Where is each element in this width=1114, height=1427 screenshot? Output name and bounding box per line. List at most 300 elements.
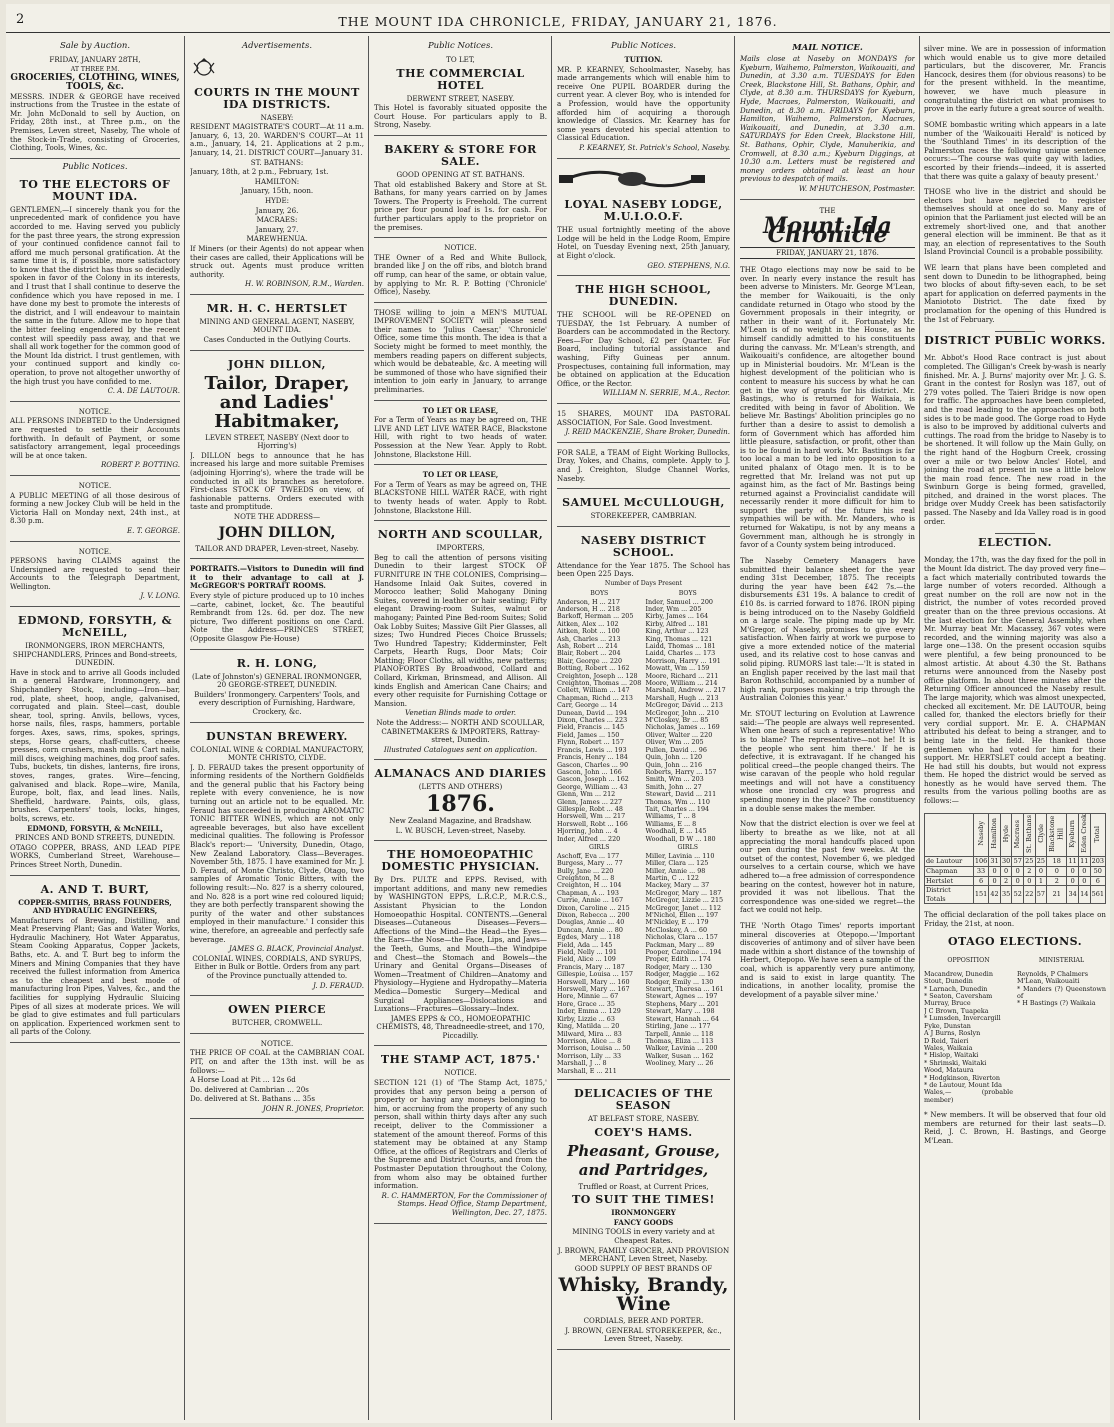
attendance-entry: Hore, Grace ... 35	[557, 999, 615, 1008]
ad-title: TUITION.	[624, 55, 663, 64]
poll-row	[925, 886, 1106, 904]
attendance-entry: Thomas, Eliza ... 113	[645, 1036, 714, 1045]
poll-cell: 0	[989, 866, 1001, 876]
otago-elections	[924, 951, 1106, 1104]
poll-cell: 0	[1012, 866, 1024, 876]
ad-headline: Pheasant, Grouse, and Partridges,	[567, 1141, 720, 1179]
attendance-list	[646, 853, 731, 1068]
paper-date: FRIDAY, JANUARY 21, 1876.	[740, 247, 915, 260]
ad-text: By Drs. PULTE and EPPS. Revised, with important additions, and many new remedies by WASHINGTON EPPS, L.R.C.P., M.R.C.S., Assistant Physician to the London Homoeopathic Hospital. CONTENTS.—General Diseases—Cutaneous Diseases—Fevers—Affections of the Mind—the Head—the Eyes—the Ears—the Nose—the Face, Lips, and Jaws—the Teeth, Gums, and Mouth—the Windpipe and Chest—the Stomach and Bowels—the Urinary and Genital Organs—Diseases of Women—Treatment of Children—Anatomy and Physiology—Hygiene and Hydropathy—Materia Medica—Domestic Surgery—Medical and Surgical Appliances—Dislocations and Luxations—Fractures—Glossary—Index.	[374, 875, 547, 1014]
attendance-entry: Wooliney, Mary ... 26	[645, 1059, 714, 1068]
attendance-entry: M'Nickley, E ... 179	[645, 918, 709, 927]
attendance-group-heading: BOYS	[590, 589, 609, 597]
editorial-text: Now that the district election is over we feel at liberty to breathe as we like, not at all appreciating the moral handcuffs placed upon our pen during the past few weeks. At the outset of the contest, November 6, we pledged ourselves to a certain course, which we have adhered to—a free admission of correspondence bearing on the contest, however hot in nature, provided it was not libellous. That the correspondence was one-sided we regret—the fact we could not help.	[740, 819, 915, 915]
column-1	[10, 38, 180, 1418]
section-heading: Advertisements.	[241, 41, 313, 51]
attendance-group-heading: GIRLS	[589, 843, 610, 851]
attendance-entry: Rodger, Emily ... 130	[645, 977, 714, 986]
auction-text: MESSRS. INDER & GEORGE have received instructions from the Trustee in the estate of Mr. John McDonald to sell by Auction, on Friday, 28th inst., at Three p.m., on the Premises, Leven street, Naseby, The whole of the Stock-in-Trade, consisting of Groceries, Clothing, Tools, Wines, &c.	[10, 91, 180, 153]
court-location: HAMILTON:	[254, 176, 300, 186]
page-number: 2	[16, 12, 25, 27]
attendance-entry: Aschoff, Eva ... 177	[557, 851, 620, 860]
attendance-entry: Miller, Annie ... 98	[645, 866, 706, 875]
attendance-entry: Laidd, Charles ... 173	[645, 649, 716, 658]
attendance-entry: Inder, Samuel ... 200	[645, 597, 713, 606]
attendance-entry: Aitken, Alex ... 102	[557, 619, 619, 628]
candidate-entry: * Seaton, Caversham	[924, 992, 993, 1001]
belfast-store-ad	[557, 1083, 730, 1350]
poll-cell: 25	[1025, 857, 1034, 866]
attendance-entry: Woodhall, E ... 145	[645, 827, 707, 836]
ad-title: LOYAL NASEBY LODGE, M.U.I.O.O.F.	[564, 198, 723, 224]
ad-title: EDMOND, FORSYTH, & McNEILL,	[27, 823, 163, 833]
column-rule	[368, 36, 369, 1420]
scoullar-ad	[374, 524, 547, 760]
ad-title: TO LET OR LEASE,	[422, 405, 499, 415]
attendance-entry: Field, Ada ... 145	[557, 940, 613, 949]
candidate-entry: A J Burns, Roslyn	[924, 1029, 981, 1038]
poll-column-header: Total	[1090, 813, 1105, 857]
ad-signature: J. D. FERAUD.	[313, 980, 364, 990]
ad-title: ALMANACS AND DIARIES	[374, 767, 547, 781]
attendance-entry: Woodhall, D W ... 180	[645, 834, 716, 843]
courts-ad	[190, 53, 364, 295]
attendance-entry: Gillespie, Louisa ... 157	[557, 970, 633, 979]
long-ad	[190, 653, 364, 723]
ad-text: THE Owner of a Red and White Bullock, branded like J on the off ribs, and blotch brand off rump, can hear of the same, or obtain value, by applying to Mr. R. P. Botting ('Chronicle' Office), Naseby.	[374, 252, 547, 297]
court-dates: January, 15th, noon.	[240, 186, 314, 196]
poll-cell: 1	[1035, 876, 1047, 886]
auction-goods: GROCERIES, CLOTHING, WINES, TOOLS, &c.	[10, 73, 180, 92]
attendance-entry: Milward, Mira ... 83	[557, 1029, 622, 1038]
attendance-entry: Williams, T ... 8	[645, 812, 696, 821]
attendance-entry: Quin, John ... 216	[645, 760, 703, 769]
tuition-ad	[557, 53, 730, 159]
ad-note: Illustrated Catalogues sent on application.	[383, 744, 538, 754]
meeting-notice	[10, 479, 180, 542]
ad-signature: JAMES G. BLACK, Provincial Analyst.	[229, 944, 364, 954]
ad-title: TO LET OR LEASE,	[422, 470, 499, 480]
attendance-entry: McCloskey, A ... 60	[645, 925, 708, 934]
poll-candidate: District Totals	[925, 886, 974, 904]
ad-text: J. D. FERAUD takes the present opportunity of informing residents of the Northern Goldfields and the general public that his Factory being replete with every convenience, he is now turning out an article not to be equalled. Mr. Feraud has succeeded in producing AROMATIC TONIC BITTER WINES, which are not only agreeable beverages, but also have excellent medicinal qualities. The following is Professor Black's report:— 'University, Dunedin, Otago, New Zealand Laboratory. Class—Beverages. November 5th, 1875. I have examined for Mr. J. D. Feraud, of Monte Christo, Clyde, Otago, two samples of Aromatic Tonic Bitters, with the following result:—No. 827 is a sherry coloured, and No. 828 is a port wine red coloured liquid; they are both perfectly transparent showing the purity of the water and other substances employed in their manufacture.' I consider this wine, therefore, an agreeable and perfectly safe beverage.	[190, 762, 364, 944]
candidate-entry: Wood, Mataura	[924, 1066, 974, 1075]
candidate-list	[924, 971, 1013, 1104]
attendance-entry: Carr, George ... 14	[557, 701, 618, 710]
poll-cell: 35	[1000, 886, 1012, 904]
masthead: THE MOUNT IDA CHRONICLE, FRIDAY, JANUARY 21, 1876.	[338, 14, 778, 29]
attendance-entry: Horswell, Wm ... 217	[557, 812, 626, 821]
attendance-entry: Packman, Mary ... 89	[645, 940, 715, 949]
attendance-entry: Dixon, Charles ... 223	[557, 716, 628, 725]
ad-subtitle: COLONIAL WINE & CORDIAL MANUFACTORY, MONTE CHRISTO, CLYDE.	[190, 744, 364, 763]
ad-subtitle: BUTCHER, CROMWELL.	[231, 1018, 323, 1028]
candidate-entry: M'Lean, Waikouaiti	[1017, 977, 1080, 986]
notice-title: TO THE ELECTORS OF MOUNT IDA.	[19, 177, 171, 203]
mccullough-ad	[557, 492, 730, 527]
paper-title: Mount Ida Chronicle	[763, 213, 892, 248]
court-signature: H. W. ROBINSON, R.M., Warden.	[244, 279, 364, 289]
poll-cell: 57	[1035, 886, 1047, 904]
ad-subtitle: STOREKEEPER, CAMBRIAN.	[590, 511, 697, 521]
attendance-entry: Field, Francis ... 145	[557, 723, 625, 732]
poll-cell: 50	[1090, 866, 1105, 876]
court-dates: January, 18th, at 2 p.m., February, 1st.	[190, 167, 329, 177]
notice-text: GENTLEMEN,—I sincerely thank you for the unprecedented mark of confidence you have accorded to me. Having served you publicly for the past three years, the strong expression of your continued confidence cannot fail to afford me much personal gratification. At the same time it is, if possible, more satisfactory to know that the district has thus so decidedly spoken in favor of the Colony in its interests, and I trust that I shall continue to deserve the confidence which you have reposed in me. I have done my best to promote the interests of the district, and I will endeavour to maintain the same in the future. Allow me to hope that the bitter feeling engendered by the recent contest will speedily pass away, and that we shall all work together for the common good of the Mount Ida district. I trust gentlemen, with your continued support and kindly co-operation, to prove not altogether unworthy of the high trust you have confided to me.	[10, 204, 180, 386]
column-rule	[734, 36, 735, 1420]
section-heading: Public Notices.	[610, 41, 677, 51]
attendance-entry: Morrison, Alice ... 8	[557, 1036, 622, 1045]
ad-text: COLONIAL WINES, CORDIALS, AND SYRUPS, Either in Bulk or Bottle. Orders from any part of the Province punctually attended to.	[192, 953, 362, 980]
poll-cell: 0	[1024, 876, 1036, 886]
editorial-text: THE 'North Otago Times' reports important mineral discoveries at Otepopo.—'Important discoveries of antimony and of silver have been made within a short distance of the township of Herbert, Otepopo. We have seen a sample of the coal, which is apparently very pure antimony, and is said to exist in large quantity. The indications, in another locality, promise the development of a payable silver mine.'	[740, 920, 915, 999]
royal-crest-icon	[190, 57, 218, 79]
coal-ad	[190, 1037, 364, 1120]
ad-title: SAMUEL McCULLOUGH,	[562, 496, 725, 510]
attendance-entry: Walker, Susan ... 162	[645, 1051, 714, 1060]
ad-title: COURTS IN THE MOUNT IDA DISTRICTS.	[194, 85, 360, 111]
poll-cell: 0	[989, 876, 1001, 886]
attendance-entry: McGregor, Janet ... 112	[645, 903, 722, 912]
poll-cell: 22	[1024, 886, 1036, 904]
edmond-forsyth-ad	[10, 610, 180, 875]
court-location: HYDE:	[264, 195, 290, 205]
poll-results-table	[924, 813, 1106, 905]
ad-title: THE HOMOEOPATHIC DOMESTIC PHYSICIAN.	[381, 848, 540, 874]
attendance-entry: Duncan, Annie ... 80	[557, 925, 623, 934]
lease-ad	[374, 404, 547, 466]
attendance-entry: Inder, Alfred ... 220	[557, 834, 621, 843]
poll-cell: 0	[1067, 876, 1079, 886]
ad-note: NOTE THE ADDRESS—	[233, 512, 321, 521]
ad-headline: Tailor, Draper, and Ladies' Habitmaker,	[204, 372, 350, 432]
ad-title: PORTRAITS.—Visitors to Dunedin will find it to their advantage to call at J. McGREGOR'S PORTRAIT ROOMS.	[190, 564, 364, 591]
notice-text: ALL PERSONS INDEBTED to the Undersigned are requested to settle their Accounts forthwith. In default of Payment, or some satisfactory arrangement, legal proceedings will be at once taken.	[10, 416, 180, 460]
portraits-ad	[190, 562, 364, 649]
ad-text: J. DILLON begs to announce that he has increased his large and more suitable Premises (adjoining Hjorring's), where the trade will be conducted in all its branches as heretofore. First-class STOCK OF TWEEDS on view, of fashionable patterns. Orders executed with taste and promptitude.	[190, 450, 364, 512]
poll-cell: 11	[1068, 857, 1077, 866]
attendance-entry: Douglas, Annie ... 40	[557, 918, 625, 927]
attendance-entry: Creighton, H ... 104	[557, 881, 622, 890]
ad-text: THOSE willing to join a MEN'S MUTUAL IMPROVEMENT SOCIETY will please send their names to 'Julius Caesar,' 'Chronicle' Office, some time this month. The idea is that a Society might be formed to meet monthly, the members reading papers on different subjects, which would be debateable, &c. A meeting will be summoned of those who have signified their intention to join early in January, to arrange preliminaries.	[374, 307, 547, 395]
attendance-entry: Chapman, A ... 193	[557, 888, 619, 897]
attendance-list-right	[646, 589, 731, 1075]
ad-title: THE COMMERCIAL HOTEL	[396, 66, 525, 92]
ad-title: NASEBY DISTRICT SCHOOL.	[580, 533, 707, 559]
column-rule	[919, 36, 920, 1420]
poll-cell: 18	[1047, 857, 1067, 867]
poll-cell: 0	[1078, 876, 1090, 886]
almanac-year: 1876.	[426, 791, 495, 817]
mail-notice	[740, 38, 915, 200]
poll-candidate: Chapman	[925, 866, 974, 876]
ad-signature: R. C. HAMMERTON, For the Commissioner of Stamps. Head Office, Stamp Department, Wellington, Dec. 27, 1875.	[381, 1190, 547, 1217]
candidate-entry: Macandrew, Dunedin	[924, 969, 993, 978]
attendance-entry: Anderson, H ... 217	[557, 597, 620, 606]
attendance-entry: Glenn, James ... 227	[557, 797, 623, 806]
attendance-entry: King, Matilda ... 20	[557, 1022, 620, 1031]
attendance-entry: Field, Alice ... 109	[557, 955, 616, 964]
attendance-entry: Miller, Lavinia ... 110	[645, 851, 715, 860]
notice-signature: C. A. DE LAUTOUR.	[107, 386, 180, 396]
attendance-group-heading: GIRLS	[677, 843, 698, 851]
lodge-notice	[557, 162, 730, 277]
ad-signature: J. REID MACKENZIE, Share Broker, Dunedin.	[565, 427, 730, 437]
attendance-entry: Miller, Clara ... 125	[645, 859, 709, 868]
poll-row	[925, 857, 1106, 867]
attendance-entry: Blair, George ... 220	[557, 656, 623, 665]
section-heading: DISTRICT PUBLIC WORKS.	[924, 334, 1106, 348]
homoeopathic-ad	[374, 844, 547, 1046]
opposition-list	[924, 951, 1013, 1104]
court-location: NASEBY:	[260, 112, 294, 122]
divider	[995, 331, 1035, 332]
ad-title: BAKERY & STORE FOR SALE.	[384, 142, 537, 168]
poll-cell: 0	[1000, 866, 1012, 876]
attendance-entry: Dunean, David ... 194	[557, 708, 628, 717]
poll-cell: 34	[1067, 886, 1079, 904]
notice-title: NOTICE.	[78, 480, 112, 490]
ad-subtitle: IRONMONGERS, IRON MERCHANTS, SHIPCHANDLERS, Princes and Bond-streets, DUNEDIN.	[12, 641, 178, 668]
attendance-entry: Roberts, Harry ... 157	[645, 767, 717, 776]
candidate-entry: * Lumsden, Invercargill	[924, 1014, 1001, 1023]
attendance-entry: Flynn, Robert ... 157	[557, 738, 624, 747]
ministerial-list	[1017, 951, 1106, 1104]
poll-cell: 21	[1047, 886, 1067, 904]
ad-signature: L. W. BUSCH, Leven-street, Naseby.	[395, 825, 526, 835]
ad-text: THE PRICE OF COAL at the CAMBRIAN COAL PIT, on and after the 13th inst. will be as follows:—	[190, 1048, 364, 1075]
section-heading: Public Notices.	[62, 161, 128, 172]
stamp-act-notice	[374, 1049, 547, 1223]
section-heading: Public Notices.	[427, 41, 494, 51]
attendance-entry: Moore, Richard ... 211	[645, 671, 719, 680]
attendance-column-heading: Number of Days Present	[604, 579, 683, 587]
pierce-ad	[190, 999, 364, 1034]
poll-cell: 2	[1047, 876, 1067, 886]
attendance-entry: McGregor, David ... 213	[645, 701, 723, 710]
attendance-entry: Quin, John ... 120	[645, 753, 703, 762]
attendance-entry: Walker, Lavinia ... 200	[645, 1044, 718, 1053]
ad-text: CORDIALS, BEER AND PORTER.	[583, 1316, 704, 1326]
price-line: Do. delivered at Cambrian ... 20s	[190, 1084, 309, 1094]
attendance-entry: Stirling, Jane ... 177	[645, 1022, 711, 1031]
news-paragraph: silver mine. We are in possession of information which would enable us to give more detailed particulars, but the discoverer, Mr. Francis Hancock, desires them (for obvious reasons) to be for the present withheld. In the meantime, however, we have much pleasure in congratulating the district on what promises to prove in the early future a great source of wealth.	[924, 44, 1106, 114]
candidate-entry: * Manders (?) Queenstown of	[1017, 984, 1106, 1001]
attendance-entry: Tait, Charles ... 194	[645, 804, 710, 813]
ad-signature: P. KEARNEY, St. Patrick's School, Naseby.	[579, 142, 730, 152]
notice-title: NOTICE.	[78, 406, 112, 416]
hotel-ad	[374, 53, 547, 136]
attendance-entry: Anderson, H ... 218	[557, 604, 620, 613]
attendance-entry: Gascon, John ... 166	[557, 767, 622, 776]
column-2	[190, 38, 364, 1418]
notice-text: PERSONS having CLAIMS against the Undersigned are requested to send their Accounts to the Telegraph Department, Wellington.	[10, 556, 180, 591]
ad-title: MAIL NOTICE.	[792, 43, 863, 53]
attendance-entry: Moore, William ... 214	[645, 679, 718, 688]
ad-text: 15 SHARES, MOUNT IDA PASTORAL ASSOCIATION, For Sale. Good Investment.	[557, 409, 730, 427]
attendance-entry: King, Arthur ... 123	[645, 627, 709, 636]
attendance-entry: Ash, Charles ... 213	[557, 634, 621, 643]
poll-column-header: Hyde	[1000, 813, 1012, 857]
attendance-entry: Barkoff, Herman ... 205	[557, 612, 634, 621]
list-heading: MINISTERIAL	[1038, 956, 1085, 964]
ad-subtitle: PRINCES AND BOND STREETS, DUNEDIN.	[14, 833, 176, 843]
poll-cell: 151	[973, 886, 988, 904]
otago-note: * New members. It will be observed that four old members are returned for their last seats—D. Reid, J. C. Brown, H. Bastings, and George M'Lean.	[924, 1110, 1106, 1146]
court-dates: RESIDENT MAGISTRATE'S COURT—At 11 a.m. January, 6, 13, 20. WARDEN'S COURT—At 11 a.m., January, 14, 21. Applications at 2 p.m., January, 14, 21. DISTRICT COURT—January 31.	[190, 122, 364, 157]
candidate-entry: * Hislop, Waitaki	[924, 1051, 979, 1060]
burt-ad	[10, 879, 180, 1044]
attendance-entry: Chapman, Richd ... 213	[557, 693, 633, 702]
attendance-entry: Francis, Henry ... 184	[557, 753, 628, 762]
attendance-entry: Mackey, Mary ... 37	[645, 881, 710, 890]
poll-cell: 52	[1012, 886, 1024, 904]
attendance-entry: Horswell, Mary ... 160	[557, 977, 630, 986]
candidate-entry: * Hodgkinson, Riverton	[924, 1073, 1001, 1082]
ad-subtitle: COPPER-SMITHS, BRASS FOUNDERS, AND HYDRAULIC ENGINEERS,	[18, 897, 172, 916]
attendance-entry: Nicholas, James ... 169	[645, 723, 720, 732]
ad-text: Every style of picture produced up to 10 inches—carte, cabinet, locket, &c. The beautiful Rembrandt from 12s. 6d. per doz. The new picture, Two different positions on one Card. Note the Address—PRINCES STREET, (Opposite Glasgow Pie-House)	[190, 590, 364, 643]
ad-text: That old established Bakery and Store at St. Bathans, for many years carried on by James Towers. The Property is Freehold. The current price per four pound loaf is 1s. for cash. For further particulars apply to the proprietor on the premises.	[374, 179, 547, 232]
attendance-entry: Martin, C ... 122	[645, 873, 699, 882]
poll-column-header: Eden Creek	[1078, 813, 1090, 857]
ad-text: Attendance for the Year 1875. The School has been Open 225 Days.	[557, 560, 730, 579]
court-dates: January, 26.	[255, 205, 299, 215]
column-3	[374, 38, 547, 1418]
shares-ad	[557, 407, 730, 443]
attendance-entry: Rodger, Mary ... 130	[645, 962, 712, 971]
news-paragraph: THOSE who live in the district and should be electors but have neglected to register themselves should at once do so. Many are of opinion that the Parliament just elected will be an extremely short-lived one, and that another general election will be imminent. Be that as it may, an election of representatives to the South Island Provincial Council is a probable possibility.	[924, 187, 1106, 257]
ad-address: LEVEN STREET, NASEBY (Next door to Hjorring's)	[205, 432, 349, 451]
ad-subtitle: MINING AND GENERAL AGENT, NASEBY, MOUNT IDA.	[199, 316, 355, 335]
attendance-entry: M'Closkey, Br ... 85	[645, 716, 709, 725]
poll-cell: 33	[973, 866, 988, 876]
auction-ad	[10, 53, 180, 159]
poll-cell: 0	[1035, 866, 1047, 876]
attendance-entry: Kirby, Alfred ... 181	[645, 619, 709, 628]
attendance-entry: Kirby, James ... 164	[645, 612, 709, 621]
ad-text: This Hotel is favorably situated opposite the Court House. For particulars apply to B. Strong, Naseby.	[374, 103, 547, 130]
news-paragraph: SOME bombastic writing which appears in a late number of the 'Waikouaiti Herald' is noticed by the 'Southland Times' in its description of the Palmerston races the following unique sentence occurs:—'The course was quite gay with ladies, escorted by their friends—indeed, it is asserted that there was quite a galaxy of beauty present.'	[924, 119, 1106, 181]
attendance-entry: Creighton, M ... 8	[557, 873, 615, 882]
notice-text: A PUBLIC MEETING of all those desirous of forming a new Jockey Club will be held in the Victoria Hall on Monday next, 24th inst., at 8.30 p.m.	[10, 490, 180, 526]
notice-title: NOTICE.	[78, 546, 112, 556]
poll-cell: 11	[1080, 857, 1089, 866]
ad-text: Truffled or Roast, at Current Prices,	[578, 1181, 709, 1191]
ad-text: Have in stock and to arrive all Goods included in a general Hardware, Ironmongery, and Shipchandlery Stock, including—Iron—bar, rod, plate, sheet, hoop, angle, galvanised, corrugated and plain. Steel—cast, double shear, tool, spring. Anvils, bellows, vyces, horse nails, files, rasps, hammers, portable forges. Axes, saws, rims, spokes, springs, steps, Horse gears, chaff-cutters, cheese presses, corn crushers, mash mills. Cart nails, mill discs, weighing machines, dog proof safes. Tubs, buckets, tin dishes, lanterns, fire irons, stoves, ranges, grates. Wire—fencing, galvanised and black. Rope—wire, Manila, Europe, bolt, flax, and lead lines. Nails, Sheffield, hardware. Paints, oils, glass, brushes. Carpenters' tools, locks, hinges, bolts, screws, etc.	[10, 667, 180, 823]
attendance-entry: Kirby, Lizzie ... 63	[557, 1014, 615, 1023]
poll-column-header	[925, 813, 974, 857]
attendance-entry: Hore, Minnie ... 67	[557, 992, 619, 1001]
attendance-entry: Hjorring, John ... 4	[557, 827, 618, 836]
attendance-entry: M'Nichol, Ellen ... 197	[645, 911, 719, 920]
poll-cell: 203	[1091, 857, 1104, 866]
candidate-entry: D Reid, Taieri	[924, 1036, 969, 1045]
editorial-text: THE Otago elections may now be said to be over. In nearly every instance the result has been adverse to Ministers. Mr. George M'Lean, the member for Waikouaiti, is the only candidate returned in Otago who stood by the Government proposals in their integrity, or rather in their want of it. Fortunately Mr. M'Lean is of no weight in the House, as he himself candidly admitted to his constituents during the canvass. Mr. M'Lean's strength, and Waikouaiti's confidence, are altogether bound up in Ministerial boudoirs. Mr. M'Lean is the highest development of the politician who is content to measure his success by what he can get in the way of grants for his district. Mr. Bastings, who is returned for Waikaia, is credited with being in favor of Abolition. We believe Mr. Bastings' Abolition principles go no further than a desire to assist to demolish a form of Government which has afforded him little pleasure, satisfaction, or profit, other than is to be found in hard work. Mr. Bastings is far too local a man to be led into opposition to a united phalanx of Otago men. It is to be regretted that Mr. Ireland was not put up against him, as the fact of Mr. Bastings being returned against a Provincialist candidate will necessarily render it more difficult for him to support the party of the future his real sympathies will be with. Mr. Manders, who is returned for Wakatipu, is not by any means a Government man, although he is strongly in favor of a County system being introduced.	[740, 265, 915, 550]
ad-subtitle: (Late of Johnston's) GENERAL IRONMONGER, 20 GEORGE-STREET, DUNEDIN.	[192, 671, 362, 690]
editorial-text: Mr. STOUT lecturing on Evolution at Lawrence said:—'The people are always well represented. When one hears of such a representative! Who is to blame? The representative—not he! It is the people who sent him there.' If he is defective, it is extravagant. If he changed his political creed—the people changed theirs. The wise caravan of the people who hold regular meetings and will not have a constituency whose one ironclad cry was progress and spending money in the place? The constituency in a double sense makes the member.	[740, 709, 915, 813]
ad-title: NOTICE.	[444, 243, 477, 253]
ad-text: OTAGO COPPER, BRASS, AND LEAD PIPE WORKS, Cumberland Street, Warehouse—Princes Street North, Dunedin.	[10, 842, 180, 869]
bullocks-ad	[557, 446, 730, 489]
attendance-entry: Blair, Robert ... 204	[557, 649, 621, 658]
poll-cell: 2	[1000, 876, 1012, 886]
ad-text: SECTION 121 (1) of 'The Stamp Act, 1875,' provides that any person being a person of property or having any moneys belonging to him, or accruing from the property of any such person, shall within thirty days after any such receipt, deliver to the Commissioner a statement of the amount thereof. Forms of this statement may be obtained at any Stamp Office, at the offices of Registrars and Clerks of the Supreme and District Courts, and from the Postmaster Deputation throughout the Colony, from whom also may be obtained further information.	[374, 1078, 547, 1191]
candidate-list	[1017, 971, 1106, 1008]
poll-column-header: St. Bathans	[1024, 813, 1036, 857]
candidate-entry: * Larnach, Dunedin	[924, 984, 988, 993]
poll-column-header: Blackstone Hill	[1047, 813, 1067, 857]
attendance-entry: Nicholas, Clara ... 157	[645, 933, 718, 942]
brewery-ad	[190, 726, 364, 997]
column-rule	[184, 36, 185, 1420]
electors-notice	[10, 174, 180, 402]
poll-candidate: de Lautour	[925, 857, 974, 867]
attendance-list	[557, 599, 642, 843]
poll-row	[925, 876, 1106, 886]
ad-title: NOTICE.	[260, 1038, 294, 1048]
attendance-entry: Stewart, Theresa ... 161	[645, 985, 724, 994]
paper-the: THE	[819, 205, 836, 215]
ad-signature: WILLIAM N. SERRIE, M.A., Rector.	[602, 388, 730, 398]
attendance-entry: Dixon, Caroline ... 215	[557, 903, 630, 912]
attendance-entry: Marshall, J ... 8	[557, 1059, 607, 1068]
ad-address: TAILOR AND DRAPER, Leven-street, Naseby.	[195, 543, 359, 553]
ad-subtitle: IMPORTERS,	[436, 543, 485, 553]
news-paragraph: Monday, the 17th, was the day fixed for the poll in the Mount Ida district. The day proved very fine—a fact which materially contributed towards the large number of voters recorded. Although a great number on the roll are now not in the district, the number of votes recorded proved greater than on the three previous occasions. At the last election for the General Assembly, when Mr. Murray beat Mr. Macassey, 367 votes were recorded, and the winning majority was also a large one—138. On the present occasion squibs were plentiful, a few being pronounced to be almost artistic. At about 4.30 the St. Bathans returns were announced from the Naseby post office platform. In about three minutes after the Returning Officer announced the Naseby result. The large majority, which was almost unexpected, checked all excitement. Mr. DE LAUTOUR, being called for, thanked the electors briefly for their very cordial support. Mr. E. A. CHAPMAN attributed his defeat to being a stranger, and to being late in the field. He thanked those gentlemen who had voted for him for their support. Mr. HERTSLET could accept a beating. He had still his doubts, but would not express them. He hoped the district would be served as honestly as he would have served them. The results from the various polling booths are as follows:—	[924, 555, 1106, 806]
ad-title: NORTH AND SCOULLAR,	[377, 528, 544, 542]
ad-title: A. AND T. BURT,	[40, 882, 150, 896]
news-paragraph: Mr. Abbot's Hood Race contract is just about completed. The Gilligan's Creek by-wash is nearly finished. Mr. A. J. Burns' majority over Mr. J. G. S. Grant in the contest for Roslyn was 187, out of 279 votes polled. The Taieri Bridge is now open for traffic. The approaches have been completed, and the road leading to the approaches on both sides is to be made good. The Gorge road to Hyde is also to be improved by additional culverts and cuttings. The road from the bridge to Naseby is to be shortened. It will follow up the Main Gully, on the right hand of the Hogburn Creek, crossing over a mile or two below Ancles' Hotel, and joining the road at present in use a little below the main road fence. The new road in the Swinburn Gorge is being formed, gravelled, pitched, and drained in the worst places. The bridge over Muddy Creek has been satisfactorily passed. The Naseby and Ida Valley road is in good order.	[924, 353, 1106, 526]
attendance-list	[557, 853, 642, 1075]
ad-title: EDMOND, FORSYTH, & McNEILL,	[17, 614, 173, 640]
court-location: MACRAES:	[256, 215, 298, 225]
attendance-entry: Creighton, Thomas ... 208	[557, 679, 642, 688]
attendance-entry: Oliver, Walter ... 220	[645, 730, 713, 739]
attendance-entry: Williams, E ... 8	[645, 819, 697, 828]
attendance-entry: Stephens, Mary ... 201	[645, 999, 720, 1008]
hertslet-ad	[190, 298, 364, 351]
attendance-entry: Rodger, Maggie ... 162	[645, 970, 720, 979]
ad-subtitle: GOOD OPENING AT ST. BATHANS.	[396, 169, 525, 179]
page-header	[6, 4, 1110, 33]
attendance-entry: Stewart, David ... 211	[645, 790, 717, 799]
society-notice	[374, 306, 547, 401]
attendance-entry: Bully, Jane ... 220	[557, 866, 614, 875]
attendance-entry: Dixon, Rebecca ... 200	[557, 911, 630, 920]
ad-title: THE STAMP ACT, 1875.'	[380, 1053, 541, 1067]
poll-column-header: Macraes	[1012, 813, 1024, 857]
ad-text: THE usual fortnightly meeting of the above Lodge will be held in the Lodge Room, Empire Hotel, on Tuesday Evening next, 25th January, at Eight o'clock.	[557, 225, 730, 260]
divider	[995, 533, 1035, 534]
candidate-entry: Wales, Waikaia	[924, 1043, 973, 1052]
poll-cell: 6	[973, 876, 988, 886]
ad-text: FOR SALE, a TEAM of Eight Working Bullocks, Dray, Yokes, and Chains, complete. Apply to J. and J. Creighton, Sludge Channel Works, Naseby.	[557, 447, 730, 483]
attendance-entry: Proper, Edith ... 174	[645, 955, 711, 964]
ad-subtitle: AT BELFAST STORE, NASEBY.	[587, 1113, 699, 1123]
candidate-entry: * de Lautour, Mount Ida	[924, 1080, 1002, 1089]
attendance-entry: Smith, John ... 27	[645, 782, 702, 791]
section-heading: ELECTION.	[978, 536, 1052, 550]
notice-signature: ROBERT P. BOTTING.	[100, 460, 180, 470]
attendance-entry: Smith, Wm ... 203	[645, 775, 704, 784]
attendance-entry: Stewart, Mary ... 198	[645, 1007, 715, 1016]
ad-text: For a Term of Years as may be agreed on, THE LIVE AND LET LIVE WATER RACE, Blackstone Hill, with right to two heads of water. Possession at the New Year. Apply to Robt. Johnstone, Blackstone Hill.	[374, 415, 547, 459]
court-dates: January, 27.	[255, 224, 299, 234]
attendance-entry: Botting, Robert ... 162	[557, 664, 630, 673]
bakery-ad	[374, 139, 547, 238]
ad-title: THE HIGH SCHOOL, DUNEDIN.	[575, 283, 712, 309]
